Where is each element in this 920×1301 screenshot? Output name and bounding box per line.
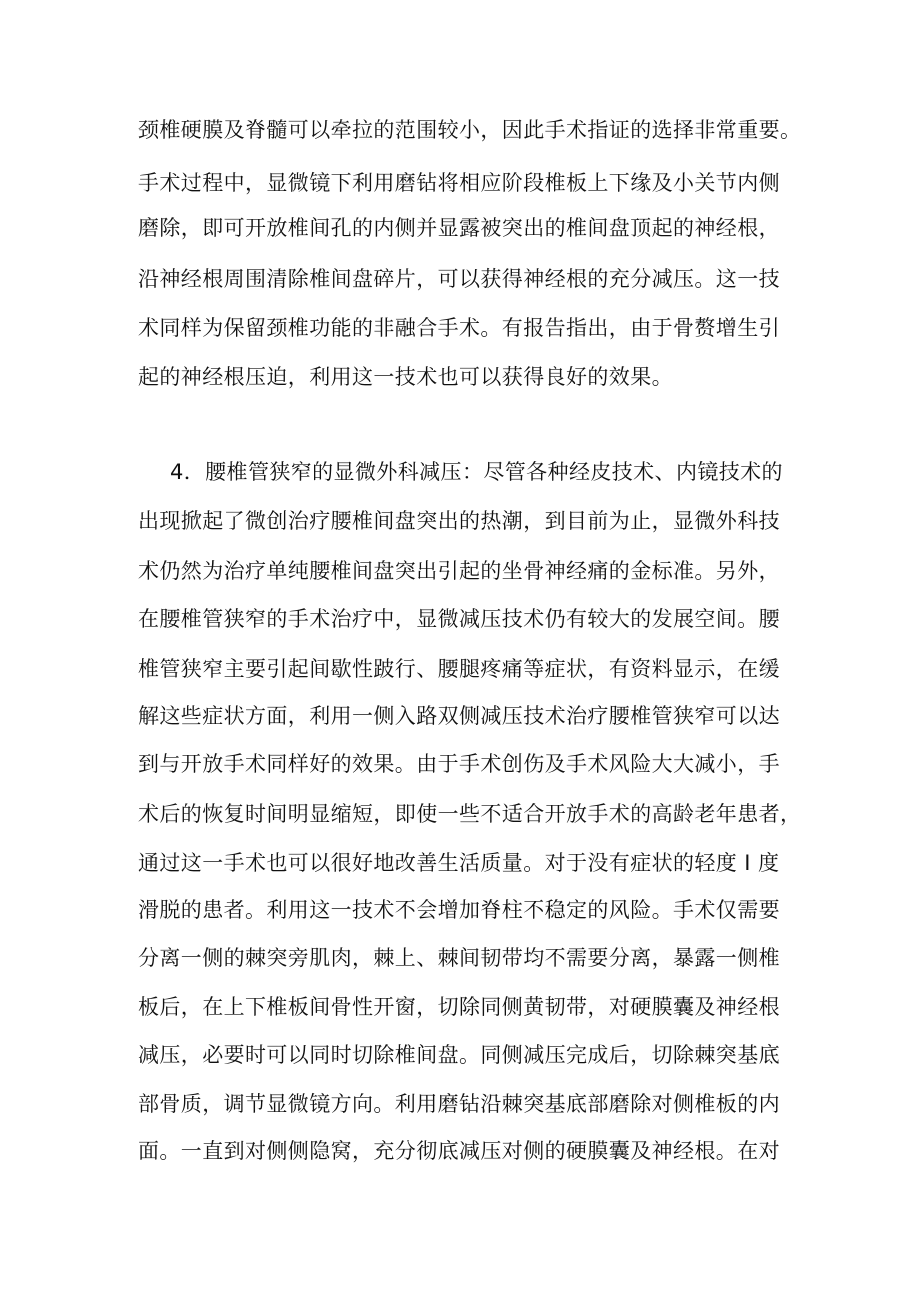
paragraph-2-line-6: 解这些症状方面，利用一侧入路双侧减压技术治疗腰椎管狭窄可以达	[138, 704, 780, 728]
paragraph-2-line-4: 在腰椎管狭窄的手术治疗中，显微减压技术仍有较大的发展空间。腰	[138, 607, 780, 631]
paragraph-2-line-7: 到与开放手术同样好的效果。由于手术创伤及手术风险大大减小，手	[138, 752, 780, 776]
paragraph-2-line-1: 4．腰椎管狭窄的显微外科减压：尽管各种经皮技术、内镜技术的	[170, 460, 783, 484]
paragraph-1-line-4: 沿神经根周围清除椎间盘碎片，可以获得神经根的充分减压。这一技	[138, 267, 780, 291]
paragraph-2-line-8: 术后的恢复时间明显缩短，即使一些不适合开放手术的高龄老年患者，	[138, 802, 802, 826]
paragraph-2-line-14: 部骨质，调节显微镜方向。利用磨钻沿棘突基底部磨除对侧椎板的内	[138, 1092, 780, 1116]
paragraph-2-line-13: 减压，必要时可以同时切除椎间盘。同侧减压完成后，切除棘突基底	[138, 1043, 780, 1067]
paragraph-2-line-3: 术仍然为治疗单纯腰椎间盘突出引起的坐骨神经痛的金标准。另外，	[138, 559, 780, 583]
paragraph-2-line-12: 板后，在上下椎板间骨性开窗，切除同侧黄韧带，对硬膜囊及神经根	[138, 995, 780, 1019]
paragraph-2-line-10: 滑脱的患者。利用这一技术不会增加脊柱不稳定的风险。手术仅需要	[138, 898, 780, 922]
paragraph-2-line-15: 面。一直到对侧侧隐窝，充分彻底减压对侧的硬膜囊及神经根。在对	[138, 1139, 780, 1163]
paragraph-2-line-11: 分离一侧的棘突旁肌肉，棘上、棘间韧带均不需要分离，暴露一侧椎	[138, 946, 780, 970]
paragraph-1-line-3: 磨除，即可开放椎间孔的内侧并显露被突出的椎间盘顶起的神经根，	[138, 216, 780, 240]
paragraph-1-line-6: 起的神经根压迫，利用这一技术也可以获得良好的效果。	[138, 365, 673, 389]
paragraph-1-line-5: 术同样为保留颈椎功能的非融合手术。有报告指出，由于骨赘增生引	[138, 316, 780, 340]
paragraph-2-line-5: 椎管狭窄主要引起间歇性跛行、腰腿疼痛等症状，有资料显示，在缓	[138, 657, 780, 681]
paragraph-1-line-1: 颈椎硬膜及脊髓可以牵拉的范围较小，因此手术指证的选择非常重要。	[138, 118, 802, 142]
paragraph-1-line-2: 手术过程中，显微镜下利用磨钻将相应阶段椎板上下缘及小关节内侧	[138, 171, 780, 195]
paragraph-2-line-9: 通过这一手术也可以很好地改善生活质量。对于没有症状的轻度 I 度	[138, 851, 780, 875]
paragraph-2-line-2: 出现掀起了微创治疗腰椎间盘突出的热潮，到目前为止，显微外科技	[138, 509, 780, 533]
